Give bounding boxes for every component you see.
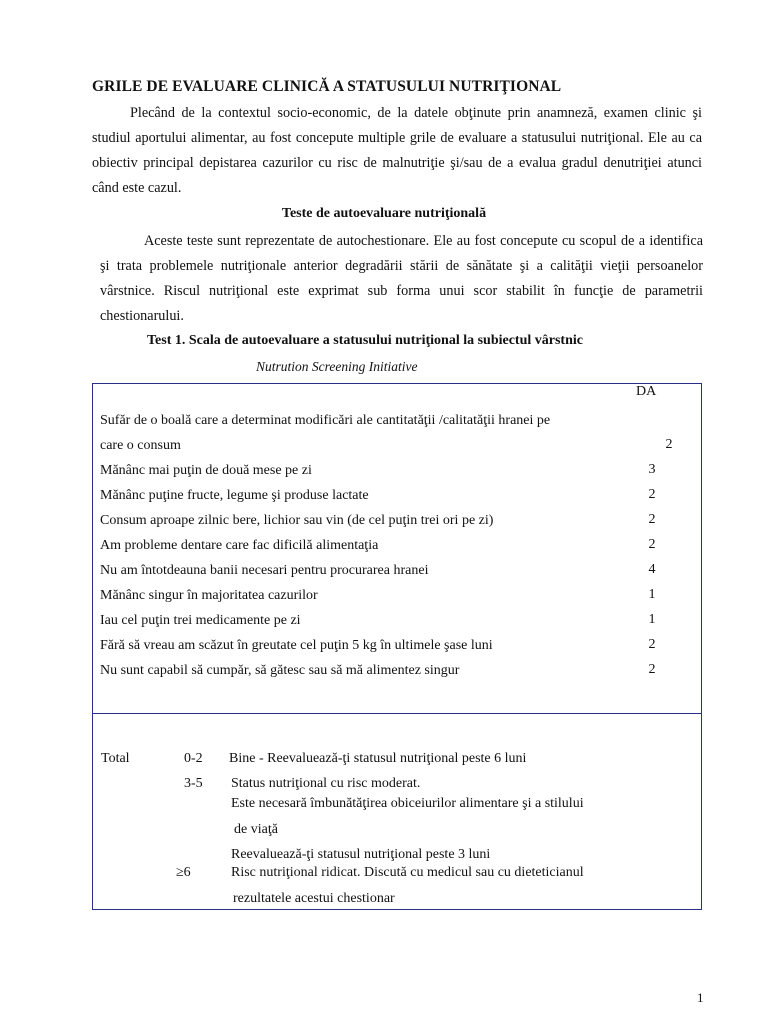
- table-row-score: 2: [665, 437, 673, 452]
- total-range-text: Reevaluează-ţi statusul nutriţional peste 3 luni: [231, 847, 491, 862]
- table-row-text: Iau cel puţin trei medicamente pe zi: [100, 613, 301, 628]
- table-divider: [92, 713, 702, 714]
- table-row-text: Mănânc puţine fructe, legume şi produse lactate: [100, 488, 369, 503]
- table-row-score: 4: [648, 562, 656, 577]
- section-paragraph: Aceste teste sunt reprezentate de autochestionare. Ele au fost concepute cu scopul de a identifica şi trata problemele nutriţionale anterior degradării stării de sănătate şi a calităţii vieţii persoanelor vârstnice. Riscul nutriţional este exprimat sub forma unui scor stabilit în funcţie de parametrii chestionarului.: [100, 233, 703, 324]
- total-range-text: Risc nutriţional ridicat. Discută cu medicul sau cu dieteticianul: [231, 865, 584, 880]
- total-label: Total: [101, 751, 130, 766]
- page-title: GRILE DE EVALUARE CLINICĂ A STATUSULUI NUTRIŢIONAL: [92, 78, 562, 95]
- table-row-text: Mănânc mai puţin de două mese pe zi: [100, 463, 312, 478]
- column-header-da: DA: [636, 384, 657, 399]
- test-title: Test 1. Scala de autoevaluare a statusului nutriţional la subiectul vârstnic: [147, 333, 583, 348]
- table-row-text: Am probleme dentare care fac dificilă alimentaţia: [100, 538, 379, 553]
- page-number: 1: [697, 990, 704, 1005]
- table-row-score: 1: [648, 612, 656, 627]
- test-subtitle: Nutrution Screening Initiative: [256, 359, 418, 374]
- total-range: 3-5: [184, 776, 203, 791]
- table-row-score: 1: [648, 587, 656, 602]
- table-row-score: 2: [648, 512, 656, 527]
- table-row-text: Nu am întotdeauna banii necesari pentru procurarea hranei: [100, 563, 429, 578]
- total-range-text: Bine - Reevaluează-ţi statusul nutriţional peste 6 luni: [229, 751, 527, 766]
- table-row-text: Fără să vreau am scăzut în greutate cel puţin 5 kg în ultimele şase luni: [100, 638, 493, 653]
- table-row-text: Consum aproape zilnic bere, lichior sau vin (de cel puţin trei ori pe zi): [100, 513, 494, 528]
- total-range: ≥6: [176, 865, 191, 880]
- total-range-text: rezultatele acestui chestionar: [233, 891, 395, 906]
- total-range-text: Este necesară îmbunătăţirea obiceiurilor alimentare şi a stilului: [231, 796, 584, 811]
- intro-paragraph: Plecând de la contextul socio-economic, de la datele obţinute prin anamneză, examen clinic şi studiul aportului alimentar, au fost concepute multiple grile de evaluare a statusului nutriţional. Ele au ca obiectiv principal depistarea cazurilor cu risc de malnutriţie şi/sau de a evalua gradul denutriţiei atunci când este cazul.: [92, 105, 702, 196]
- table-row-text: Mănânc singur în majoritatea cazurilor: [100, 588, 318, 603]
- table-row-score: 2: [648, 637, 656, 652]
- table-row-text: Nu sunt capabil să cumpăr, să gătesc sau să mă alimentez singur: [100, 663, 460, 678]
- total-range: 0-2: [184, 751, 203, 766]
- table-row-score: 2: [648, 537, 656, 552]
- table-row-text: care o consum: [100, 438, 181, 453]
- table-row-text: Sufăr de o boală care a determinat modificări ale cantitatăţii /calitatăţii hranei pe: [100, 413, 551, 428]
- section-heading: Teste de autoevaluare nutriţională: [281, 206, 487, 221]
- total-range-text: Status nutriţional cu risc moderat.: [231, 776, 421, 791]
- table-row-score: 2: [648, 662, 656, 677]
- table-row-score: 3: [648, 462, 656, 477]
- total-range-text: de viaţă: [234, 822, 278, 837]
- table-row-score: 2: [648, 487, 656, 502]
